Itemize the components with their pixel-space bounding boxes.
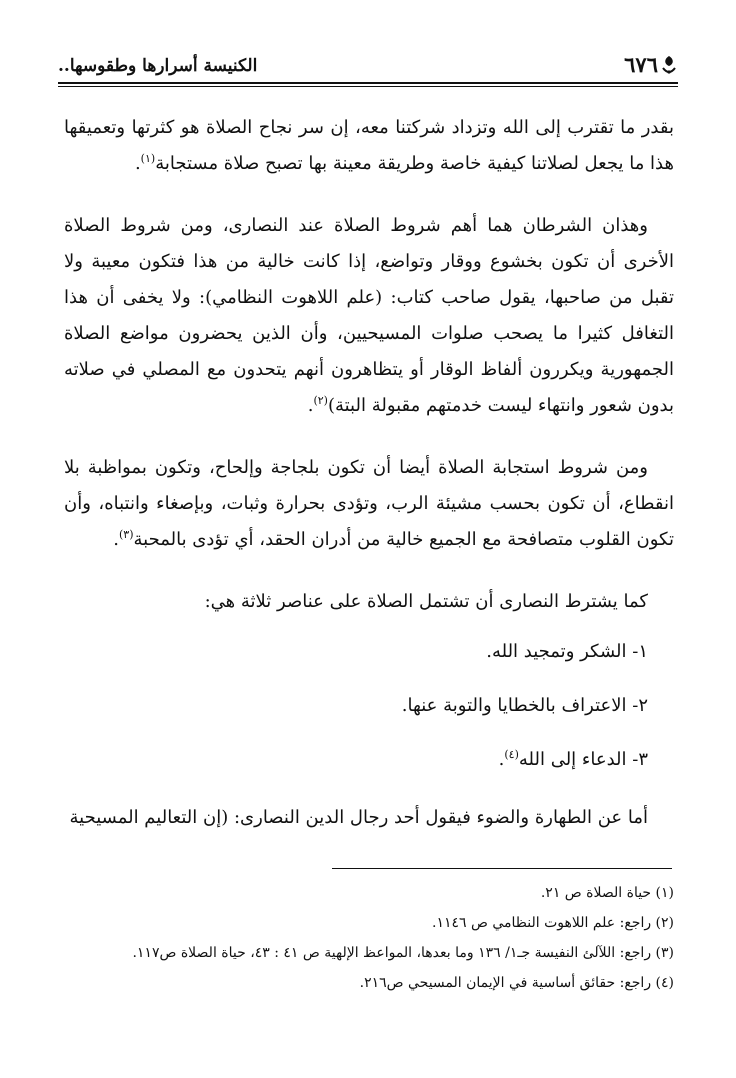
header-divider (58, 82, 678, 84)
footnote-4: (٤) راجع: حقائق أساسية في الإيمان المسيحي ص٢١٦. (359, 975, 674, 991)
footnote-3: (٣) راجع: اللآلئ النفيسة جـ١/ ١٣٦ وما بعدها، المواعظ الإلهية ص ٤١ : ٤٣، حياة الصلاة ص١١٧. (132, 945, 674, 961)
page-header (58, 52, 678, 88)
list-item-3-text: ٣- الدعاء إلى الله (518, 749, 648, 770)
footnote-2: (٢) راجع: علم اللاهوت النظامي ص ١١٤٦. (432, 915, 674, 931)
list-item-2: ٢- الاعتراف بالخطايا والتوبة عنها. (401, 695, 648, 716)
header-divider-thin (58, 86, 678, 87)
running-title: الكنيسة أسرارها وطقوسها.. (58, 56, 258, 76)
page-number (624, 52, 678, 77)
footnote-ref-1: (١) (140, 152, 156, 165)
list-item-3-end: . (498, 749, 505, 770)
list-item-1: ١- الشكر وتمجيد الله. (486, 641, 648, 662)
page-number-text: ٦٧٦ (624, 52, 658, 77)
list-item-3 (64, 742, 674, 778)
footnote-ref-4: (٤) (504, 748, 519, 761)
footnote-divider (332, 868, 672, 869)
main-text (64, 110, 674, 862)
footnote-ref-3: (٣) (118, 528, 134, 541)
paragraph-5: أما عن الطهارة والضوء فيقول أحد رجال الدين النصارى: (إن التعاليم المسيحية (69, 807, 648, 828)
paragraph-1: بقدر ما تقترب إلى الله وتزداد شركتنا معه، إن سر نجاح الصلاة هو كثرتها وتعميقها هذا ما يجعل لصلاتنا كيفية خاصة وطريقة معينة بها تصبح صلاة مستجابة$^{(١)}$. (64, 117, 674, 174)
footnotes (64, 878, 674, 998)
footnote-1: (١) حياة الصلاة ص ٢١. (540, 885, 674, 901)
paragraph-3-text: ومن شروط استجابة الصلاة أيضا أن تكون بلجاجة وإلحاح، وتكون بمواظبة بلا انقطاع، أن تكون بحسب مشيئة الرب، وتؤدى بحرارة وثبات، وبإصغاء وانتباه، وأن تكون القلوب متصافحة مع الجميع خالية من أدران الحقد، أي تؤدى بالمحبة (64, 457, 674, 550)
paragraph-1-text: بقدر ما تقترب إلى الله وتزداد شركتنا معه، إن سر نجاح الصلاة هو كثرتها وتعميقها هذا ما يجعل لصلاتنا كيفية خاصة وطريقة معينة بها تصبح صلاة مستجابة (64, 117, 674, 174)
paragraph-3: ومن شروط استجابة الصلاة أيضا أن تكون بلجاجة وإلحاح، وتكون بمواظبة بلا انقطاع، أن تكون بحسب مشيئة الرب، وتؤدى بحرارة وثبات، وبإصغاء وانتباه، وأن تكون القلوب متصافحة مع الجميع خالية من أدران الحقد، أي تؤدى بالمحبة$^{(٣)}$. (64, 457, 674, 550)
paragraph-4: كما يشترط النصارى أن تشتمل الصلاة على عناصر ثلاثة هي: (204, 591, 648, 612)
paragraph-2: وهذان الشرطان هما أهم شروط الصلاة عند النصارى، ومن شروط الصلاة الأخرى أن تكون بخشوع ووقار وتواضع، إذا كانت خالية من هذا فتكون معيبة ولا تقبل من صاحبها، يقول صاحب كتاب: (علم اللاهوت النظامي): ولا يخفى أن هذا التغافل كثيرا ما يصحب صلوات المسيحيين، وأن الذين يحضرون مواضع الصلاة الجمهورية ويكررون ألفاظ الوقار أو يتظاهرون أنهم يتحدون مع المصلي في صلاته بدون شعور وانتهاء ليست خدمتهم مقبولة البتة)$^{(٢)}$. (64, 215, 674, 416)
ornament-icon (660, 54, 678, 76)
paragraph-2-text: وهذان الشرطان هما أهم شروط الصلاة عند النصارى، ومن شروط الصلاة الأخرى أن تكون بخشوع ووقار وتواضع، إذا كانت خالية من هذا فتكون معيبة ولا تقبل من صاحبها، يقول صاحب كتاب: (علم اللاهوت النظامي): ولا يخفى أن هذا التغافل كثيرا ما يصحب صلوات المسيحيين، وأن الذين يحضرون مواضع الصلاة الجمهورية ويكررون ألفاظ الوقار أو يتظاهرون أنهم يتحدون مع المصلي في صلاته بدون شعور وانتهاء ليست خدمتهم مقبولة البتة) (64, 215, 674, 416)
footnote-ref-2: (٢) (313, 394, 328, 407)
